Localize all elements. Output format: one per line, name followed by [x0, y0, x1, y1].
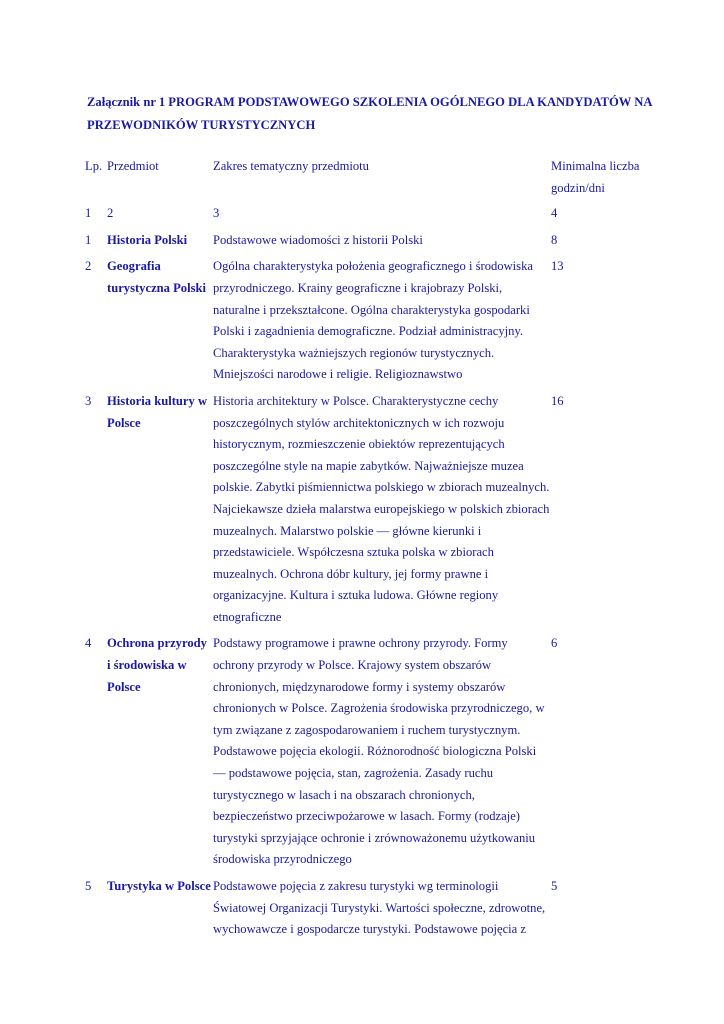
- table-row: [85, 633, 665, 876]
- row-subject: Historia Polski: [107, 232, 188, 247]
- row-scope: Ogólna charakterystyka położenia geograficznego i środowiska przyrodniczego. Krainy geograficzne i krajobrazy Polski, naturalne i przekształcone. Ogólna charakterystyka gospodarki Polski i zagadnienia demograficzne. Podział administracyjny. Charakterystyka ważniejszych regionów turystycznych. Mniejszości narodowe i religie. Religioznawstwo: [213, 259, 533, 382]
- row-hours: 13: [551, 259, 564, 274]
- column-number-hours: 4: [551, 206, 558, 221]
- header-subject: Przedmiot: [107, 159, 159, 173]
- header-lp: Lp.: [85, 159, 103, 173]
- row-subject: Historia kultury w Polsce: [107, 393, 208, 430]
- table-row: [85, 256, 665, 391]
- row-hours: 5: [551, 879, 558, 893]
- row-scope: Podstawy programowe i prawne ochrony przyrody. Formy ochrony przyrody w Polsce. Krajowy system obszarów chronionych, międzynarodowe formy i systemy obszarów chronionych w Polsce. Zagrożenia środowiska przyrodniczego, w tym związane z zagospodarowaniem i ruchem turystycznym. Podstawowe pojęcia ekologii. Różnorodność biologiczna Polski — podstawowe pojęcia, stan, zagrożenia. Zasady ruchu turystycznego w lasach i na obszarach chronionych, bezpieczeństwo przeciwpożarowe w lasach. Formy (rodzaje) turystyki sprzyjające ochronie i zrównoważonemu użytkowaniu środowiska przyrodniczego: [213, 636, 545, 867]
- table-row: [85, 876, 665, 946]
- table-row: [85, 230, 665, 257]
- row-subject: Ochrona przyrody i środowiska w Polsce: [107, 636, 207, 694]
- row-hours: 8: [551, 232, 558, 247]
- row-lp: 2: [85, 259, 92, 274]
- column-number-scope: 3: [213, 206, 220, 221]
- row-hours: 6: [551, 636, 558, 651]
- header-hours: Minimalna liczba godzin/dni: [551, 159, 640, 195]
- row-scope: Historia architektury w Polsce. Charakterystyczne cechy poszczególnych stylów architektonicznych w ich rozwoju historycznym, rozmieszczenie obiektów reprezentujących poszczególne style na mapie zabytków. Najważniejsze muzea polskie. Zabytki piśmiennictwa polskiego w zbiorach muzealnych. Najciekawsze dzieła malarstwa europejskiego w polskich zbiorach muzealnych. Malarstwo polskie — główne kierunki i przedstawiciele. Współczesna sztuka polska w zbiorach muzealnych. Ochrona dóbr kultury, jej formy prawne i organizacyjne. Kultura i sztuka ludowa. Główne regiony etnograficzne: [213, 393, 550, 624]
- row-subject: Turystyka w Polsce: [107, 879, 211, 893]
- header-scope: Zakres tematyczny przedmiotu: [213, 159, 369, 173]
- program-table: [85, 156, 665, 946]
- row-scope: Podstawowe wiadomości z historii Polski: [213, 232, 423, 247]
- row-scope: Podstawowe pojęcia z zakresu turystyki wg terminologii Światowej Organizacji Turystyki. Wartości społeczne, zdrowotne, wychowawcze i gospodarcze turystyki. Podstawowe pojęcia z: [213, 879, 546, 937]
- table-header-row: [85, 156, 665, 203]
- column-number-subject: 2: [107, 206, 114, 221]
- row-lp: 5: [85, 879, 92, 893]
- row-lp: 4: [85, 636, 92, 651]
- document-title: Załącznik nr 1 PROGRAM PODSTAWOWEGO SZKOLENIA OGÓLNEGO DLA KANDYDATÓW NA PRZEWODNIKÓW TURYSTYCZNYCH: [87, 95, 652, 132]
- column-number-lp: 1: [85, 206, 92, 221]
- row-hours: 16: [551, 393, 564, 408]
- row-lp: 1: [85, 232, 92, 247]
- column-numbers-row: [85, 203, 665, 230]
- table-row: [85, 391, 665, 634]
- row-subject: Geografia turystyczna Polski: [107, 259, 206, 295]
- row-lp: 3: [85, 393, 92, 408]
